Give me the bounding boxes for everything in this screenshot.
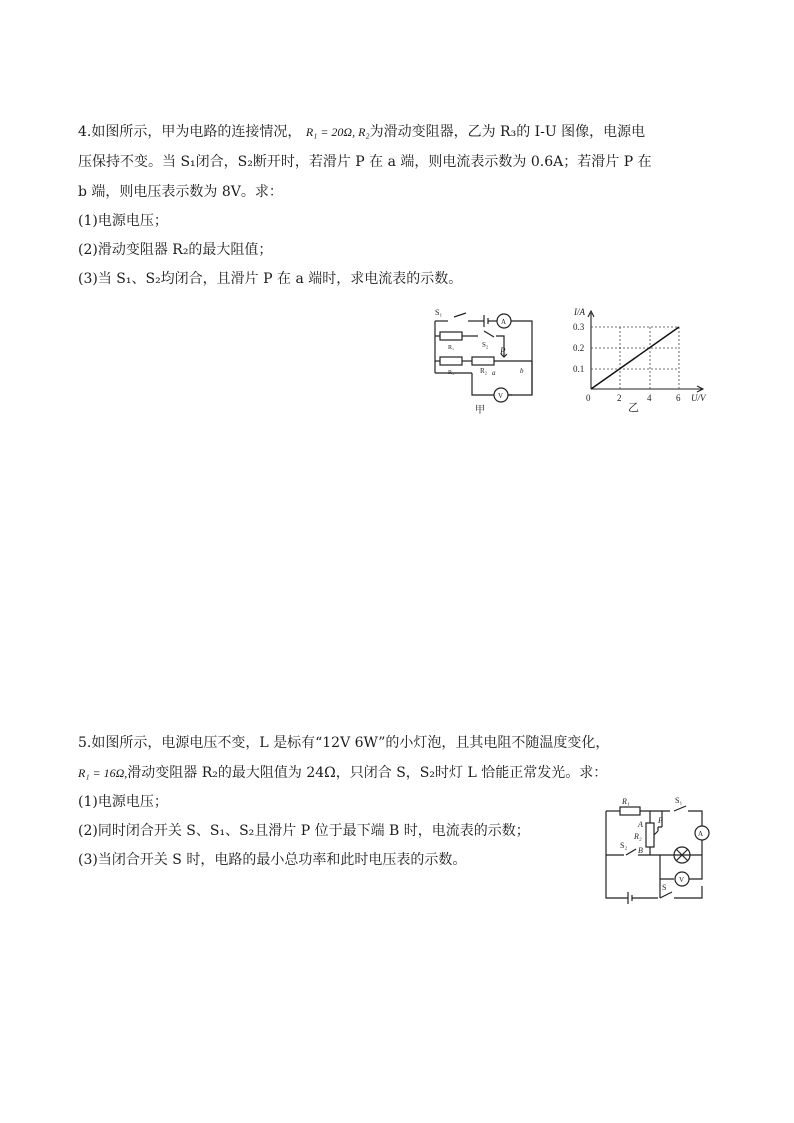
p5-circuit-figure xyxy=(598,793,720,908)
label-a: a xyxy=(492,369,496,377)
xtick-6: 6 xyxy=(676,393,681,403)
p4-text: 为滑动变阻器，乙为 R₃的 I-U 图像，电源电 xyxy=(369,124,646,140)
label-s2: S₂ xyxy=(482,341,489,349)
label-p: P xyxy=(500,346,506,356)
p5-line-1: 5.如图所示，电源电压不变，L 是标有“12V 6W”的小灯泡，且其电阻不随温度变化， xyxy=(78,735,610,751)
p4-circuit-figure xyxy=(420,303,540,415)
p4-line-1 xyxy=(78,122,645,142)
ytick-0.1: 0.1 xyxy=(573,364,585,374)
caption-jia: 甲 xyxy=(475,405,485,415)
p5-text: 滑动变阻器 R₂的最大阻值为 24Ω，只闭合 S，S₂时灯 L 恰能正常发光。求： xyxy=(127,765,608,781)
p4-line-3: b 端，则电压表示数为 8V。求： xyxy=(78,184,283,200)
p4-question-1: (1)电源电压； xyxy=(78,213,168,229)
p5-question-3: (3)当闭合开关 S 时，电路的最小总功率和此时电压表的示数。 xyxy=(78,852,467,868)
label-p: P xyxy=(658,816,663,825)
p5-question-1: (1)电源电压； xyxy=(78,794,168,810)
p5-line-2 xyxy=(78,763,607,783)
label-r2: R₂ xyxy=(634,832,642,841)
label-b: b xyxy=(520,367,524,375)
ylabel: I/A xyxy=(574,307,585,317)
xtick-2: 2 xyxy=(617,393,622,403)
label-r1: R₁ xyxy=(448,345,455,351)
label-b: B xyxy=(638,846,643,855)
ytick-0.3: 0.3 xyxy=(573,322,585,332)
label-voltmeter: V xyxy=(498,392,504,400)
label-r3: R₃ xyxy=(448,370,455,376)
xtick-0: 0 xyxy=(586,393,591,403)
label-s1: S₁ xyxy=(435,308,443,317)
label-s2: S₂ xyxy=(620,841,628,850)
p4-iu-graph xyxy=(560,303,720,415)
p4-question-3: (3)当 S₁、S₂均闭合，且滑片 P 在 a 端时，求电流表的示数。 xyxy=(78,271,463,287)
label-ammeter: A xyxy=(698,830,704,838)
p5-formula: R₁ = 16Ω, xyxy=(78,766,128,780)
p4-question-2: (2)滑动变阻器 R₂的最大阻值； xyxy=(78,242,273,258)
label-ammeter: A xyxy=(501,318,507,326)
p5-question-2: (2)同时闭合开关 S、S₁、S₂且滑片 P 位于最下端 B 时，电流表的示数； xyxy=(78,823,530,839)
label-s1: S₁ xyxy=(675,796,683,805)
iu-line xyxy=(591,327,679,389)
xlabel: U/V xyxy=(691,393,706,403)
p4-line-2: 压保持不变。当 S₁闭合，S₂断开时，若滑片 P 在 a 端，则电流表示数为 0.6A；若滑片 P 在 xyxy=(78,154,652,170)
ytick-0.2: 0.2 xyxy=(573,343,585,353)
label-voltmeter: V xyxy=(679,876,685,884)
caption-yi: 乙 xyxy=(628,402,639,414)
label-s: S xyxy=(662,883,667,892)
p4-formula: R₁ = 20Ω, R₂ xyxy=(305,125,370,139)
xtick-4: 4 xyxy=(647,393,652,403)
label-a: A xyxy=(638,820,643,829)
label-r2: R₂ xyxy=(480,367,488,375)
p4-text: 4.如图所示，甲为电路的连接情况， xyxy=(78,124,302,140)
label-r1: R₁ xyxy=(622,797,630,806)
